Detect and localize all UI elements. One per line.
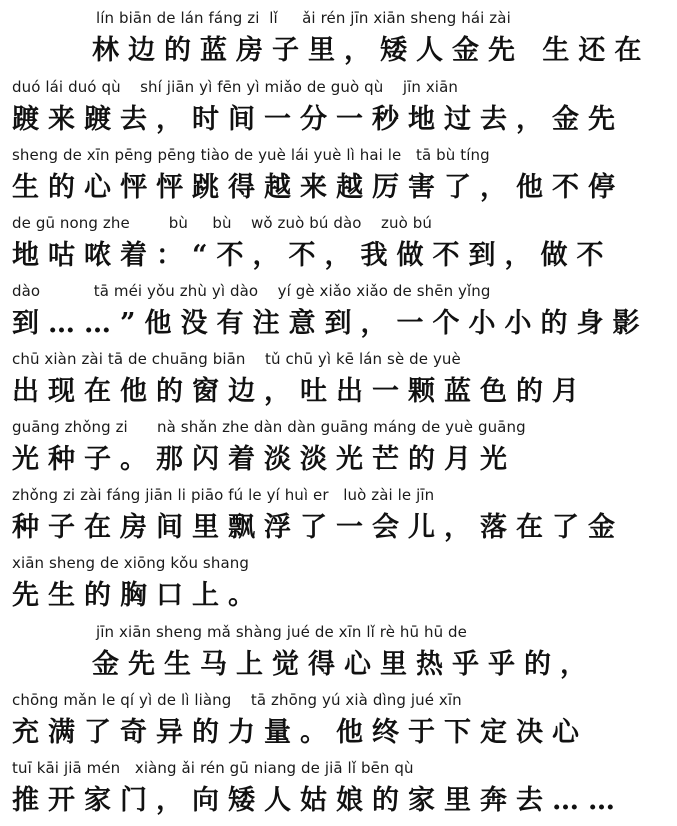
pinyin-line-5: dào tā méi yǒu zhù yì dào yí gè xiǎo xiǎo de shēn yǐng — [12, 282, 491, 300]
text-line-4 — [0, 213, 677, 281]
hanzi-line-5: 到……”他没有注意到，一个小小的身影 — [12, 308, 649, 339]
text-line-8 — [0, 485, 677, 553]
pinyin-line-12: tuī kāi jiā mén xiàng ǎi rén gū niang de jiā lǐ bēn qù — [12, 759, 414, 777]
pinyin-line-9: xiān sheng de xiōng kǒu shang — [12, 554, 249, 572]
hanzi-line-7: 光种子。那闪着淡淡光芒的月光 — [12, 444, 516, 475]
text-line-10 — [0, 622, 677, 690]
pinyin-line-8: zhǒng zi zài fáng jiān li piāo fú le yí huì er luò zài le jīn — [12, 486, 435, 504]
pinyin-line-4: de gū nong zhe bù bù wǒ zuò bú dào zuò bú — [12, 214, 432, 232]
hanzi-line-2: 踱来踱去，时间一分一秒地过去，金先 — [12, 104, 624, 135]
hanzi-line-9: 先生的胸口上。 — [12, 580, 264, 611]
pinyin-line-1: lín biān de lán fáng zi lǐ ǎi rén jīn xiān sheng hái zài — [96, 9, 511, 27]
pinyin-line-11: chōng mǎn le qí yì de lì liàng tā zhōng yú xià dìng jué xīn — [12, 691, 462, 709]
pinyin-line-2: duó lái duó qù shí jiān yì fēn yì miǎo de guò qù jīn xiān — [12, 78, 458, 96]
hanzi-line-4: 地咕哝着：“不，不，我做不到，做不 — [12, 240, 613, 271]
pinyin-line-10: jīn xiān sheng mǎ shàng jué de xīn lǐ rè hū hū de — [96, 623, 468, 641]
pinyin-line-3: sheng de xīn pēng pēng tiào de yuè lái yuè lì hai le tā bù tíng — [12, 146, 490, 164]
text-line-2 — [0, 77, 677, 145]
hanzi-line-10: 金先生马上觉得心里热乎乎的， — [92, 649, 596, 680]
text-line-11 — [0, 690, 677, 758]
text-line-5 — [0, 281, 677, 349]
hanzi-line-12: 推开家门，向矮人姑娘的家里奔去…… — [12, 785, 624, 816]
hanzi-line-3: 生的心怦怦跳得越来越厉害了，他不停 — [12, 172, 624, 203]
hanzi-line-11: 充满了奇异的力量。他终于下定决心 — [12, 717, 588, 748]
text-line-6 — [0, 349, 677, 417]
text-line-7 — [0, 417, 677, 485]
hanzi-line-6: 出现在他的窗边，吐出一颗蓝色的月 — [12, 376, 588, 407]
pinyin-line-6: chū xiàn zài tā de chuāng biān tǔ chū yì kē lán sè de yuè — [12, 350, 461, 368]
text-line-12 — [0, 758, 677, 826]
text-line-9 — [0, 553, 677, 621]
pinyin-line-7: guāng zhǒng zi nà shǎn zhe dàn dàn guāng máng de yuè guāng — [12, 418, 526, 436]
hanzi-line-8: 种子在房间里飘浮了一会儿，落在了金 — [12, 512, 624, 543]
text-line-3 — [0, 145, 677, 213]
text-line-1 — [0, 8, 677, 76]
hanzi-line-1: 林边的蓝房子里，矮人金先 生还在 — [92, 35, 651, 66]
